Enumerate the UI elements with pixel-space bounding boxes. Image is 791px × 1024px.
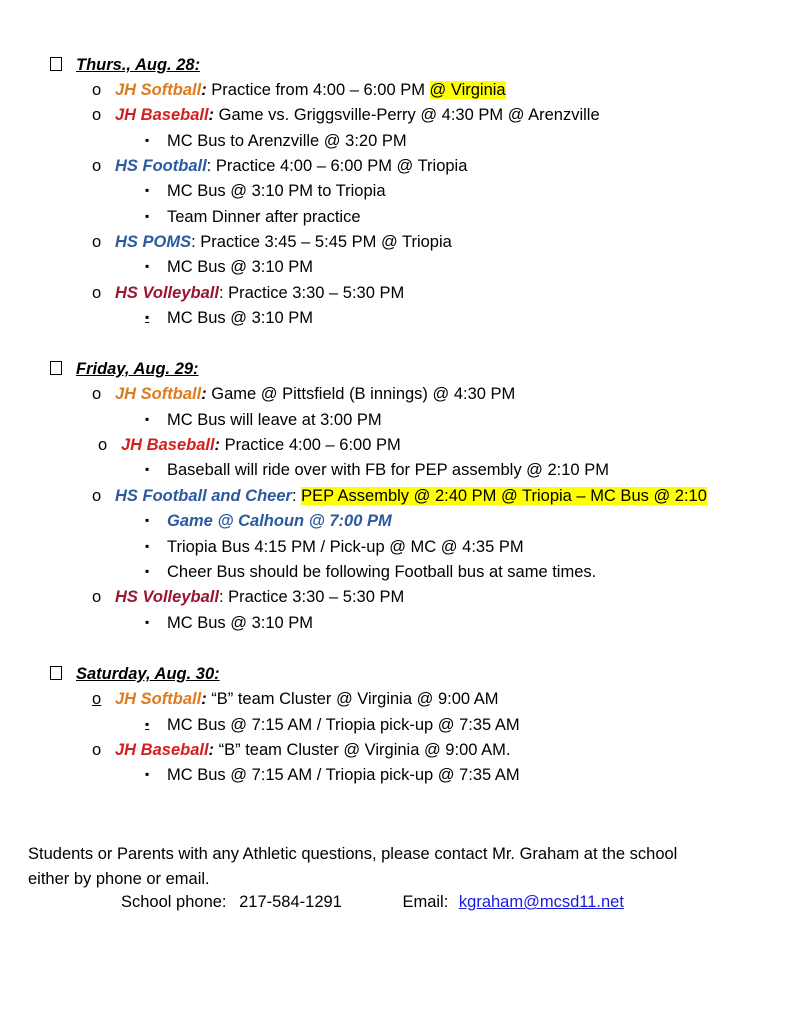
sub-item: ▪ Game @ Calhoun @ 7:00 PM xyxy=(145,512,392,530)
sub-item: ▪ MC Bus @ 3:10 PM xyxy=(145,309,314,327)
list-item: o HS Football: Practice 4:00 – 6:00 PM @ Triopia xyxy=(92,157,468,175)
sub-item: ▪ MC Bus @ 7:15 AM / Triopia pick-up @ 7:35 AM xyxy=(145,766,520,784)
list-item: o HS Volleyball: Practice 3:30 – 5:30 PM xyxy=(92,588,405,606)
day-heading-saturday: Saturday, Aug. 30: xyxy=(50,665,220,684)
sub-item: ▪ MC Bus @ 3:10 PM to Triopia xyxy=(145,182,386,200)
sub-item: ▪ MC Bus @ 7:15 AM / Triopia pick-up @ 7:35 AM xyxy=(145,716,520,734)
sub-item: ▪ Cheer Bus should be following Football bus at same times. xyxy=(145,563,597,581)
contact-line-1: Students or Parents with any Athletic questions, please contact Mr. Graham at the school xyxy=(28,845,678,863)
sub-item: ▪ MC Bus to Arenzville @ 3:20 PM xyxy=(145,132,407,150)
list-item: o JH Baseball: Game vs. Griggsville-Perry @ 4:30 PM @ Arenzville xyxy=(92,106,600,124)
contact-line-2: either by phone or email. xyxy=(28,870,210,888)
list-item: o HS POMS: Practice 3:45 – 5:45 PM @ Triopia xyxy=(92,233,452,251)
phone-label: School phone: xyxy=(121,893,227,911)
list-item: o HS Volleyball: Practice 3:30 – 5:30 PM xyxy=(92,284,405,302)
list-item: o JH Baseball: Practice 4:00 – 6:00 PM xyxy=(98,436,401,454)
list-item: o JH Softball: Practice from 4:00 – 6:00 PM @ Virginia xyxy=(92,81,506,99)
phone-number: 217-584-1291 xyxy=(239,893,342,911)
list-item: o JH Baseball: “B” team Cluster @ Virginia @ 9:00 AM. xyxy=(92,741,511,759)
contact-details xyxy=(121,893,624,912)
missing-glyph-icon xyxy=(50,666,62,680)
list-item: o JH Softball: Game @ Pittsfield (B innings) @ 4:30 PM xyxy=(92,385,516,403)
sub-item: ▪ MC Bus @ 3:10 PM xyxy=(145,614,314,632)
list-item: o HS Football and Cheer: PEP Assembly @ 2:40 PM @ Triopia – MC Bus @ 2:10 xyxy=(92,487,707,505)
contact-paragraph xyxy=(28,842,748,892)
sub-item: ▪ Baseball will ride over with FB for PEP assembly @ 2:10 PM xyxy=(145,461,609,479)
sub-item: ▪ MC Bus will leave at 3:00 PM xyxy=(145,411,382,429)
missing-glyph-icon xyxy=(50,361,62,375)
missing-glyph-icon xyxy=(50,57,62,71)
email-label: Email: xyxy=(402,893,449,911)
day-heading-friday: Friday, Aug. 29: xyxy=(50,360,199,379)
day-heading-thursday: Thurs., Aug. 28: xyxy=(50,56,200,75)
sub-item: ▪ Triopia Bus 4:15 PM / Pick-up @ MC @ 4:35 PM xyxy=(145,538,524,556)
email-link[interactable]: kgraham@mcsd11.net xyxy=(458,893,624,911)
sub-item: ▪ Team Dinner after practice xyxy=(145,208,361,226)
sub-item: ▪ MC Bus @ 3:10 PM xyxy=(145,258,314,276)
list-item: o JH Softball: “B” team Cluster @ Virginia @ 9:00 AM xyxy=(92,690,499,708)
